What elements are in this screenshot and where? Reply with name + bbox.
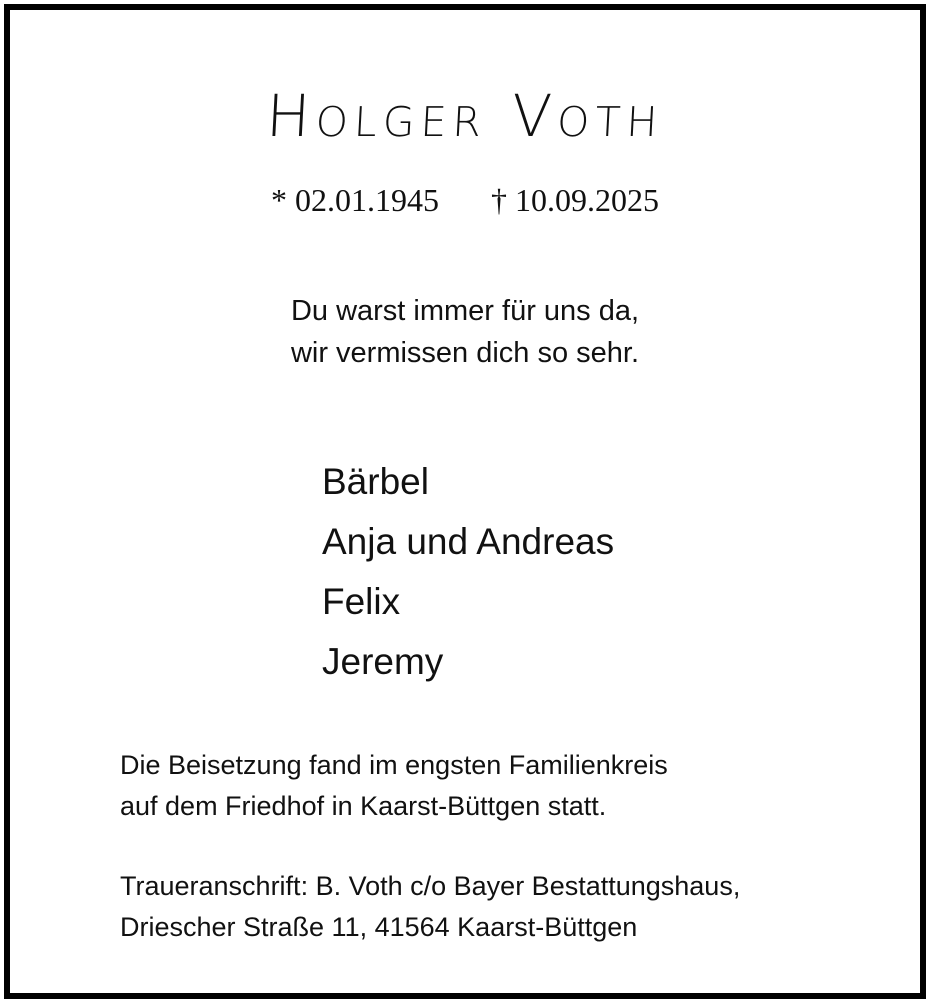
burial-line: Die Beisetzung fand im engsten Familienkreis xyxy=(120,750,668,780)
address-line: Traueranschrift: B. Voth c/o Bayer Bestattungshaus, xyxy=(120,871,741,901)
life-dates xyxy=(10,182,920,219)
family-signatures xyxy=(322,452,614,692)
burial-line: auf dem Friedhof in Kaarst-Büttgen statt. xyxy=(120,791,607,821)
family-member: Bärbel xyxy=(322,461,429,502)
verse-line: Du warst immer für uns da, xyxy=(290,295,640,327)
burial-note xyxy=(120,745,668,827)
deceased-name: Holger Voth xyxy=(264,82,666,150)
mourning-address xyxy=(120,866,740,948)
verse-line: wir vermissen dich so sehr. xyxy=(290,337,640,369)
death-date: † 10.09.2025 xyxy=(491,182,659,218)
notice-border-frame xyxy=(4,4,926,999)
birth-date: * 02.01.1945 xyxy=(271,182,439,218)
family-member: Jeremy xyxy=(322,641,444,682)
family-member: Anja und Andreas xyxy=(322,521,615,562)
memorial-verse xyxy=(10,290,920,374)
address-line: Driescher Straße 11, 41564 Kaarst-Büttgen xyxy=(120,912,638,942)
family-member: Felix xyxy=(322,581,401,622)
